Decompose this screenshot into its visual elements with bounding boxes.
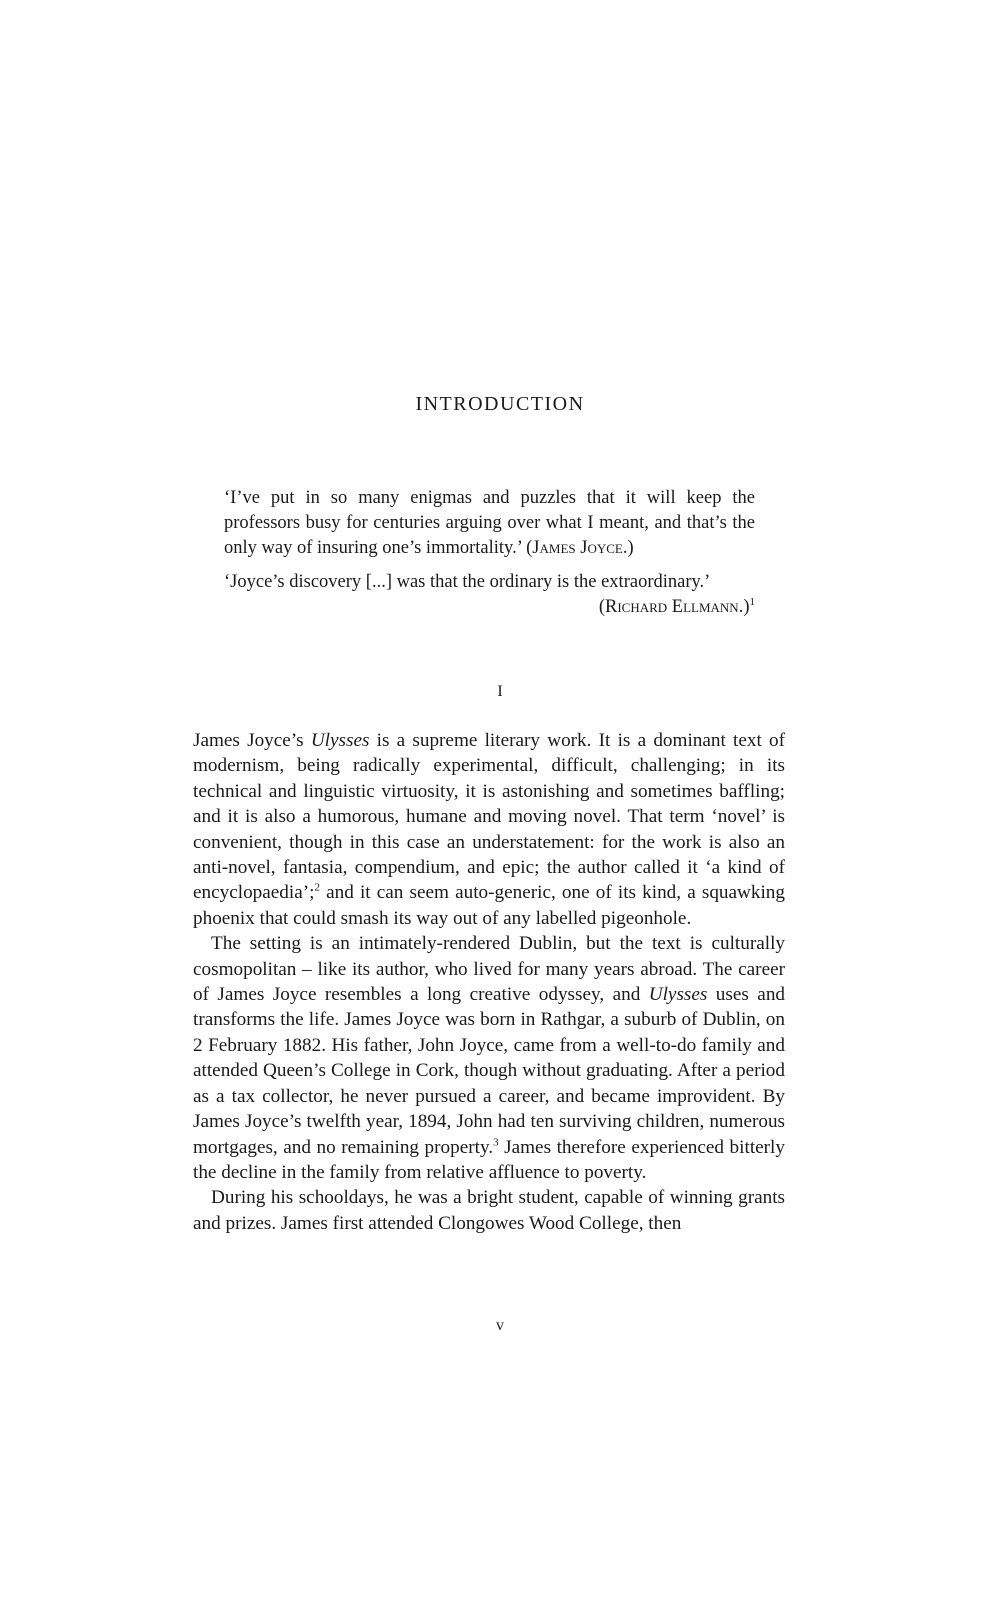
paragraph-2 <box>193 931 785 1185</box>
paragraph-1-book-title: Ulysses <box>310 730 370 751</box>
body-text <box>193 728 785 1236</box>
paragraph-2-part-b: uses and transforms the life. James Joyce was born in Rathgar, a suburb of Dublin, on 2 February 1882. His father, John Joyce, came from a well-to-do family and attended Queen’s College in Cork, though without graduating. After a period as a tax collector, he never pursued a career, and became improvident. By James Joyce’s twelfth year, 1894, John had ten surviving children, numerous mortgages, and no remaining property. <box>193 984 786 1158</box>
epigraph-joyce <box>224 486 755 561</box>
epigraph-joyce-attribution: James Joyce <box>532 538 623 558</box>
footnote-marker-2: 2 <box>314 882 320 895</box>
epigraph-joyce-close: .) <box>622 538 634 558</box>
paragraph-1 <box>193 728 785 931</box>
paragraph-1-part-b: is a supreme literary work. It is a dominant text of modernism, being radically experimental, difficult, challenging; in its technical and linguistic virtuosity, it is astonishing and sometimes baffling; and it is also a humorous, humane and moving novel. That term ‘novel’ is convenient, though in this case an understatement: for the work is also an anti-novel, fantasia, compendium, and epic; the author called it ‘a kind of encyclopaedia’; <box>193 730 785 904</box>
epigraph-ellmann-text: ‘Joyce’s discovery [...] was that the ordinary is the extraordinary.’ <box>224 572 711 592</box>
chapter-title: INTRODUCTION <box>415 393 585 415</box>
footnote-marker-1: 1 <box>749 595 755 608</box>
epigraph-ellmann <box>224 570 755 620</box>
paragraph-1-part-a: James Joyce’s <box>193 730 311 751</box>
epigraph-ellmann-attribution: Richard Ellmann <box>604 597 739 617</box>
epigraph-ellmann-close: .) <box>738 597 750 617</box>
epigraph-joyce-text: ‘I’ve put in so many enigmas and puzzles that it will keep the professors busy for centuries arguing over what I meant, and that’s the only way of insuring one’s immortality.’ ( <box>224 488 755 558</box>
page-number: v <box>496 1317 504 1334</box>
epigraph-ellmann-attribution-line <box>224 595 755 620</box>
paragraph-2-part-c: James therefore experienced bitterly the decline in the family from relative affluence to poverty. <box>193 1136 785 1183</box>
paragraph-2-part-a: The setting is an intimately-rendered Dublin, but the text is culturally cosmopolitan – like its author, who lived for many years abroad. The career of James Joyce resembles a long creative odyssey, and <box>193 933 785 1006</box>
paragraph-2-book-title: Ulysses <box>648 984 708 1006</box>
paragraph-1-part-c: and it can seem auto-generic, one of its kind, a squawking phoenix that could smash its way out of any labelled pigeonhole. <box>193 882 785 929</box>
epigraph-ellmann-open: ( <box>598 597 605 617</box>
footnote-marker-3: 3 <box>493 1136 499 1149</box>
section-number: I <box>497 683 503 700</box>
epigraphs <box>224 486 755 620</box>
paragraph-3: During his schooldays, he was a bright student, capable of winning grants and prizes. James first attended Clongowes Wood College, then <box>193 1187 785 1234</box>
